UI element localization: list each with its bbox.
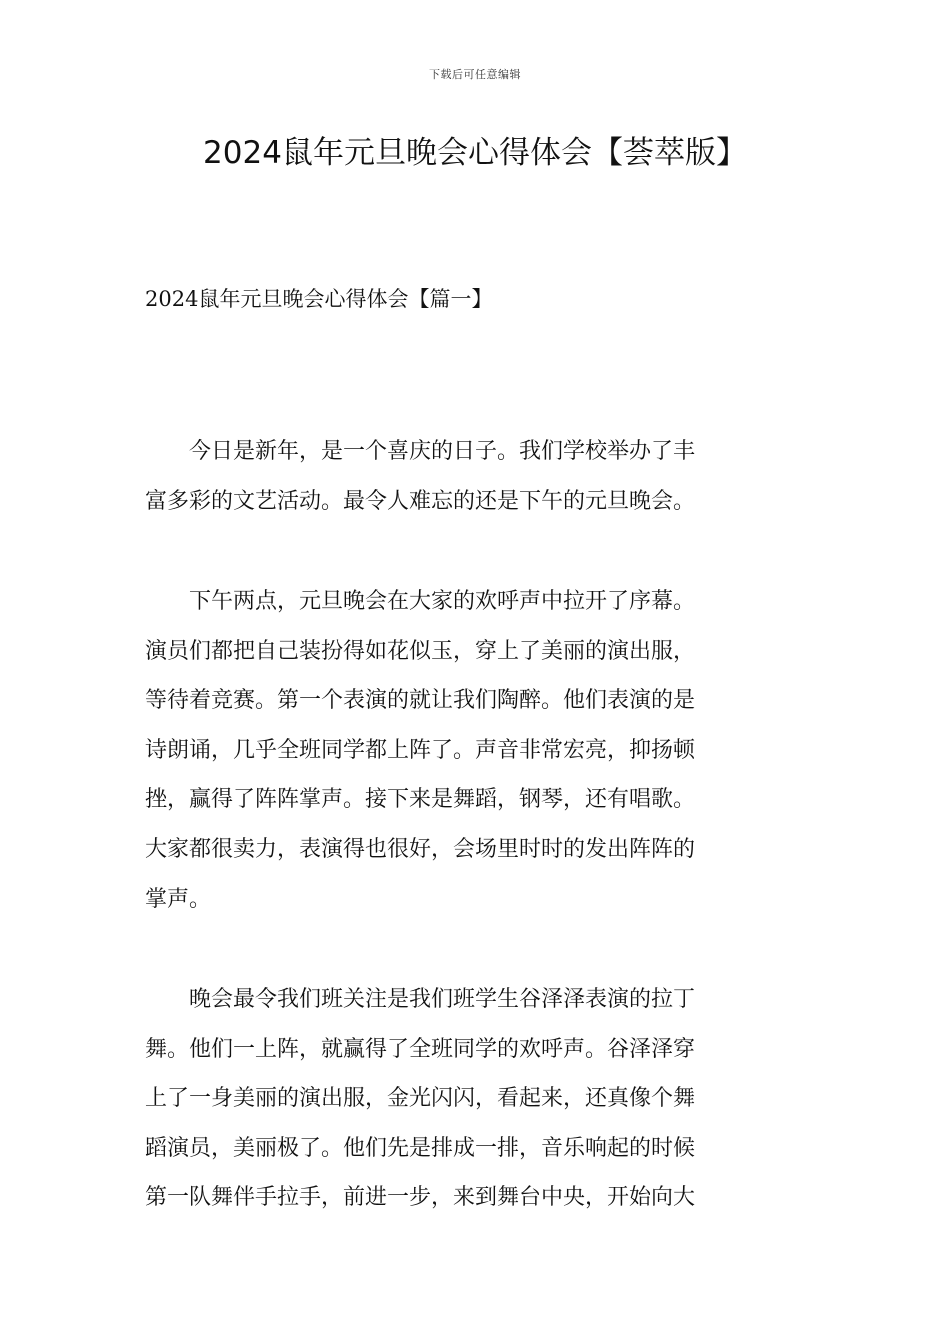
paragraph-line: 大家都很卖力，表演得也很好，会场里时时的发出阵阵的 (145, 836, 696, 862)
paragraph-line: 掌声。 (145, 886, 212, 912)
paragraph-1 (145, 427, 810, 526)
paragraph-line: 今日是新年，是一个喜庆的日子。我们学校举办了丰 (145, 439, 696, 464)
paragraph-2 (145, 577, 810, 924)
header-note: 下载后可任意编辑 (429, 68, 521, 81)
paragraph-line: 下午两点，元旦晚会在大家的欢呼声中拉开了序幕。 (145, 589, 696, 614)
paragraph-line: 舞。他们一上阵，就赢得了全班同学的欢呼声。谷泽泽穿 (145, 1036, 696, 1062)
paragraph-line: 演员们都把自己装扮得如花似玉，穿上了美丽的演出服， (145, 638, 696, 664)
paragraph-line: 第一队舞伴手拉手，前进一步，来到舞台中央，开始向大 (145, 1185, 696, 1211)
paragraph-line: 挫，赢得了阵阵掌声。接下来是舞蹈，钢琴，还有唱歌。 (145, 787, 696, 813)
section-heading: 2024鼠年元旦晚会心得体会【篇一】 (145, 287, 493, 311)
paragraph-line: 富多彩的文艺活动。最令人难忘的还是下午的元旦晚会。 (145, 488, 696, 514)
paragraph-line: 蹈演员，美丽极了。他们先是排成一排，音乐响起的时候 (145, 1135, 696, 1161)
paragraph-line: 等待着竞赛。第一个表演的就让我们陶醉。他们表演的是 (145, 688, 696, 714)
paragraph-3 (145, 975, 810, 1223)
paragraph-line: 上了一身美丽的演出服，金光闪闪，看起来，还真像个舞 (145, 1086, 696, 1112)
paragraph-line: 诗朗诵，几乎全班同学都上阵了。声音非常宏亮，抑扬顿 (145, 737, 696, 763)
document-title: 2024鼠年元旦晚会心得体会【荟萃版】 (203, 135, 747, 171)
paragraph-line: 晚会最令我们班关注是我们班学生谷泽泽表演的拉丁 (145, 987, 696, 1012)
